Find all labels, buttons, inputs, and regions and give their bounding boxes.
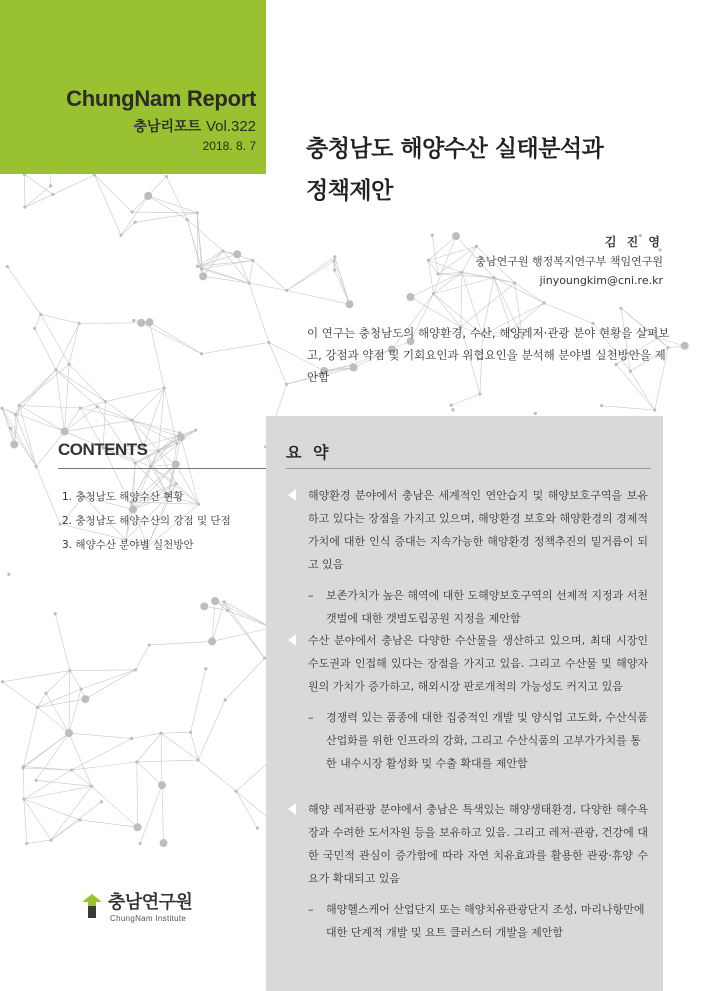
chevron-left-icon xyxy=(288,489,296,501)
report-brand xyxy=(66,86,256,153)
summary-heading: 요 약 xyxy=(286,443,332,462)
contents-divider xyxy=(58,468,273,469)
report-date: 2018. 8. 7 xyxy=(202,139,256,153)
summary-proposal-text: 경쟁력 있는 품종에 대한 집중적인 개발 및 양식업 고도화, 수산식품 산업화를 위한 인프라의 강화, 그리고 수산식품의 고부가가치를 통한 내수시장 활성화 및 수출 확대를 제안함 xyxy=(326,711,648,770)
dash-bullet: – xyxy=(308,903,314,916)
institute-name-ko: 충남연구원 xyxy=(108,892,193,913)
summary-paragraph: 수산 분야에서 충남은 다양한 수산물을 생산하고 있으며, 최대 시장인 수도권과 인접해 있다는 장점을 가지고 있음. 그리고 수산물 및 해양자원의 가치가 증가하고, 해외시장 판로개척의 가능성도 커지고 있음 xyxy=(308,634,648,693)
summary-proposal xyxy=(308,584,648,630)
contents-heading: CONTENTS xyxy=(58,440,148,459)
author-name: 김 진 영 xyxy=(604,235,663,249)
report-volume: Vol.322 xyxy=(205,118,256,135)
chevron-left-icon xyxy=(288,803,296,815)
summary-item xyxy=(288,484,648,630)
chevron-left-icon xyxy=(288,634,296,646)
summary-proposal-text: 보존가치가 높은 해역에 대한 도해양보호구역의 선제적 지정과 서천 갯벌에 대한 갯벌도립공원 지정을 제안함 xyxy=(326,589,649,625)
summary-divider xyxy=(286,468,651,469)
summary-paragraph: 해양환경 분야에서 충남은 세계적인 연안습지 및 해양보호구역을 보유하고 있다는 장점을 가지고 있으며, 해양환경 보호와 해양환경의 경제적 가치에 대한 인식 증대는 지속가능한 해양환경 정책추진의 밑거름이 되고 있음 xyxy=(308,489,648,571)
summary-paragraph: 해양 레저관광 분야에서 충남은 특색있는 해양생태환경, 다양한 해수욕장과 수려한 도서자원 등을 보유하고 있음. 그리고 레저·관광, 건강에 대한 국민적 관심이 증가함에 따라 자연 치유효과를 활용한 관광·휴양 수요가 확대되고 있음 xyxy=(308,803,648,885)
summary-proposal-text: 해양헬스케어 산업단지 또는 해양치유관광단지 조성, 마리나항만에 대한 단계적 개발 및 요트 클러스터 개발을 제안함 xyxy=(326,903,645,939)
author-affiliation: 충남연구원 행정복지연구부 책임연구원 xyxy=(475,255,663,268)
author-email: jinyoungkim@cni.re.kr xyxy=(539,274,663,287)
title-line-1: 충청남도 해양수산 실태분석과 xyxy=(306,136,604,162)
institute-name-en: ChungNam Institute xyxy=(110,914,187,923)
contents-item[interactable]: 3. 해양수산 분야별 실천방안 xyxy=(62,539,194,551)
page-title xyxy=(306,128,686,212)
title-line-2: 정책제안 xyxy=(306,178,393,204)
dash-bullet: – xyxy=(308,589,314,602)
summary-panel xyxy=(266,416,663,991)
summary-item xyxy=(288,629,648,775)
report-name-ko-text: 충남리포트 xyxy=(133,119,202,135)
report-name-en: ChungNam Report xyxy=(66,86,256,111)
summary-proposal xyxy=(308,898,648,944)
report-name-ko xyxy=(66,116,256,136)
summary-proposal xyxy=(308,706,648,775)
abstract-text: 이 연구는 충청남도의 해양환경, 수산, 해양레저·관광 분야 현황을 살펴보고, 강점과 약점 및 기회요인과 위협요인을 분석해 분야별 실천방안을 제안함 xyxy=(307,326,670,384)
contents-item[interactable]: 2. 충청남도 해양수산의 강점 및 단점 xyxy=(62,515,231,527)
brand-panel xyxy=(0,0,266,174)
contents-section xyxy=(58,440,273,557)
contents-list xyxy=(62,485,273,557)
institute-logo-icon xyxy=(80,892,104,920)
summary-item xyxy=(288,798,648,944)
contents-item[interactable]: 1. 충청남도 해양수산 현황 xyxy=(62,491,184,503)
institute-logo xyxy=(80,888,240,928)
author-block xyxy=(475,233,663,290)
dash-bullet: – xyxy=(308,711,314,724)
